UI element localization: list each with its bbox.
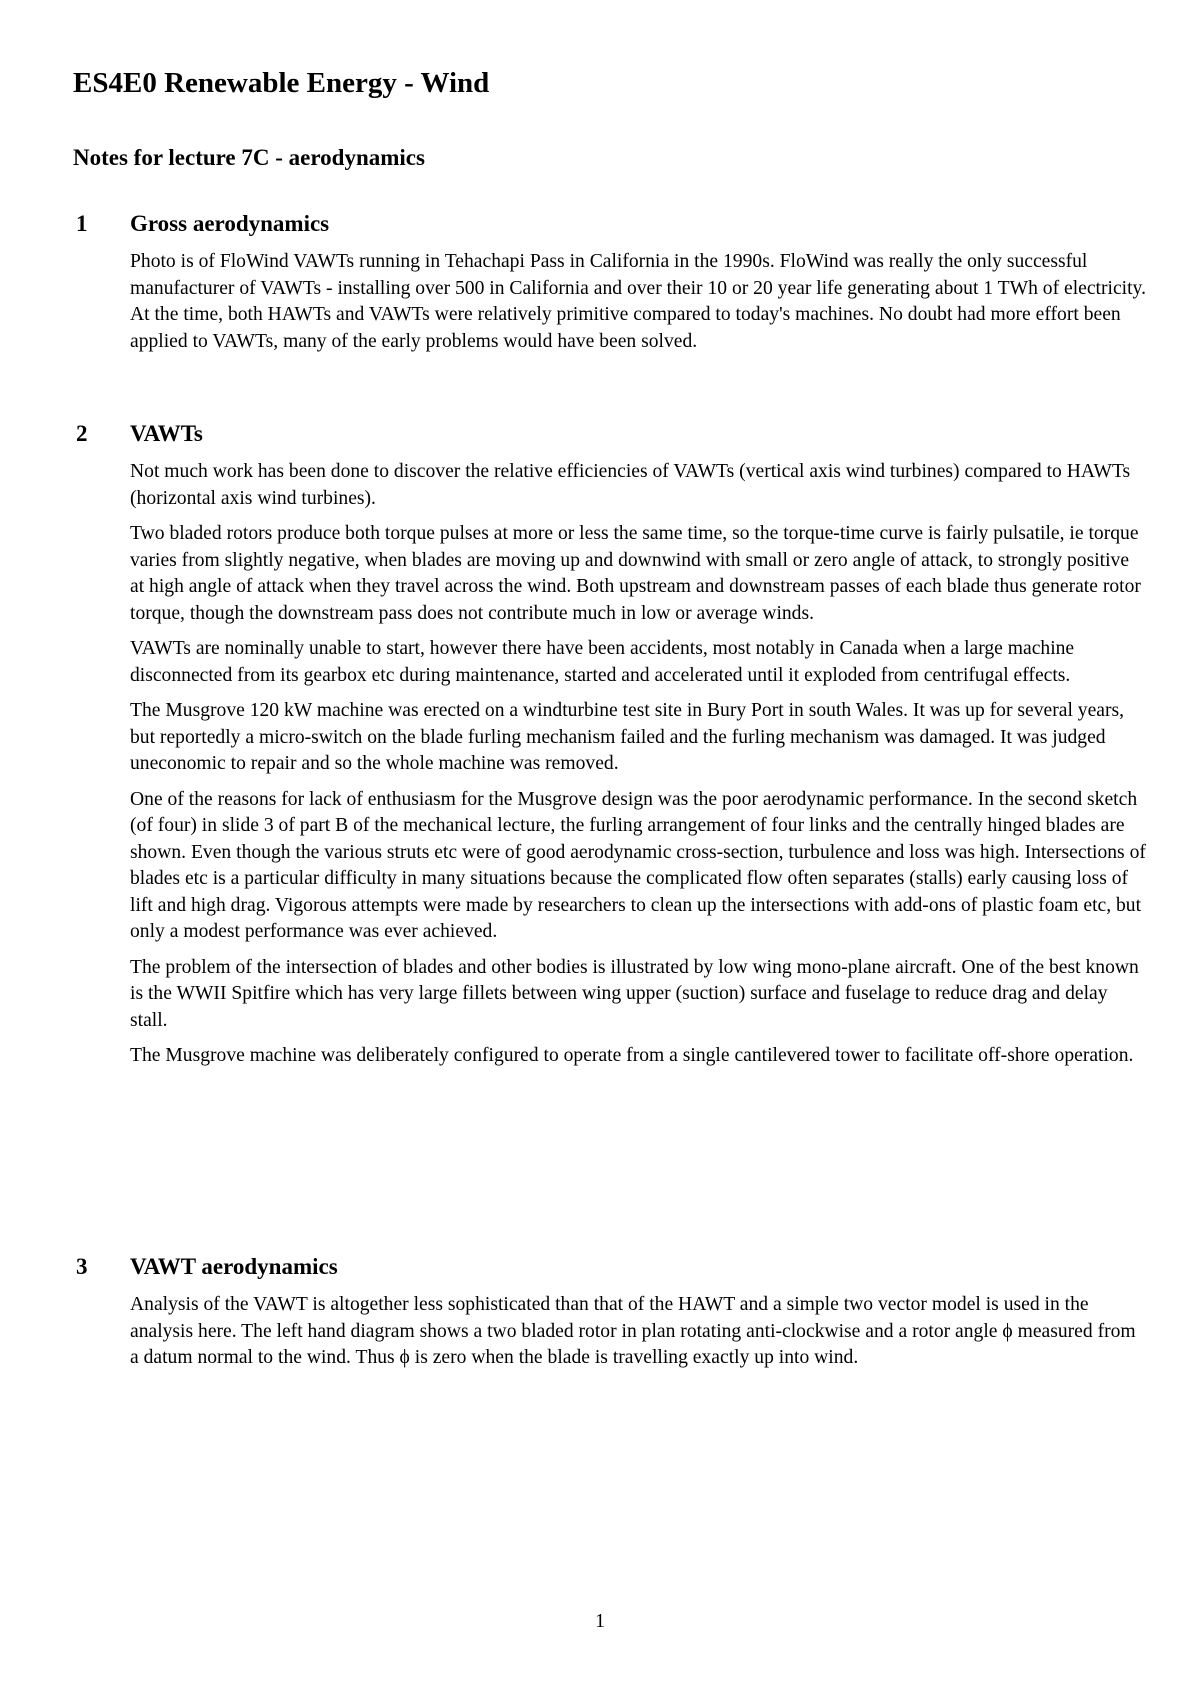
section-title: VAWT aerodynamics [130,1254,338,1279]
paragraph: Two bladed rotors produce both torque pulses at more or less the same time, so the torque-time curve is fairly pulsatile, ie torque varies from slightly negative, when blades are moving up and downwind with small or zero angle of attack, to strongly positive at high angle of attack when they travel across the wind. Both upstream and downstream passes of each blade thus generate rotor torque, though the downstream pass does not contribute much in low or average winds. [130,523,1141,624]
section-number: 2 [76,421,88,446]
paragraph: The problem of the intersection of blades and other bodies is illustrated by low wing mono-plane aircraft. One of the best known is the WWII Spitfire which has very large fillets between wing upper (suction) surface and fuselage to reduce drag and delay stall. [130,956,1139,1031]
paragraph: VAWTs are nominally unable to start, however there have been accidents, most notably in Canada when a large machine disconnected from its gearbox etc during maintenance, started and accelerated until it exploded from centrifugal effects. [130,638,1075,686]
section-body [130,459,1146,1070]
document-subtitle: Notes for lecture 7C - aerodynamics [73,145,425,170]
section-number: 1 [76,211,88,236]
paragraph: Analysis of the VAWT is altogether less sophisticated than that of the HAWT and a simple two vector model is used in the analysis here. The left hand diagram shows a two bladed rotor in plan rotating anti-clockwise and a rotor angle ϕ measured from a datum normal to the wind. Thus ϕ is zero when the blade is travelling exactly up into wind. [130,1294,1136,1368]
section-heading [73,420,1153,450]
section-body [130,1292,1146,1372]
section-vawt-aerodynamics [73,1253,1153,1381]
section-number: 3 [76,1254,88,1279]
section-title: Gross aerodynamics [130,211,330,236]
paragraph: Not much work has been done to discover the relative efficiencies of VAWTs (vertical axis wind turbines) compared to HAWTs (horizontal axis wind turbines). [130,461,1131,509]
paragraph: The Musgrove 120 kW machine was erected on a windturbine test site in Bury Port in south Wales. It was up for several years, but reportedly a micro-switch on the blade furling mechanism failed and the furling mechanism was damaged. It was judged uneconomic to repair and so the whole machine was removed. [130,700,1125,774]
document-title: ES4E0 Renewable Energy - Wind [73,67,490,99]
section-body [130,249,1146,355]
paragraph: One of the reasons for lack of enthusiasm for the Musgrove design was the poor aerodynamic performance. In the second sketch (of four) in slide 3 of part B of the mechanical lecture, the furling arrangement of four links and the centrally hinged blades are shown. Even though the various struts etc were of good aerodynamic cross-section, turbulence and loss was high. Intersections of blades etc is a particular difficulty in many situations because the complicated flow often separates (stalls) early causing loss of lift and high drag. Vigorous attempts were made by researchers to clean up the intersections with add-ons of plastic foam etc, but only a modest performance was ever achieved. [130,788,1146,942]
page-number: 1 [595,1611,605,1632]
section-gross-aerodynamics [73,210,1153,364]
paragraph: The Musgrove machine was deliberately configured to operate from a single cantilevered tower to facilitate off-shore operation. [130,1045,1134,1066]
section-title: VAWTs [130,421,203,446]
section-heading [73,1253,1153,1283]
section-vawts [73,420,1153,1079]
section-heading [73,210,1153,240]
paragraph: Photo is of FloWind VAWTs running in Tehachapi Pass in California in the 1990s. FloWind was really the only successful manufacturer of VAWTs - installing over 500 in California and over their 10 or 20 year life generating about 1 TWh of electricity. At the time, both HAWTs and VAWTs were relatively primitive compared to today's machines. No doubt had more effort been applied to VAWTs, many of the early problems would have been solved. [130,251,1146,352]
